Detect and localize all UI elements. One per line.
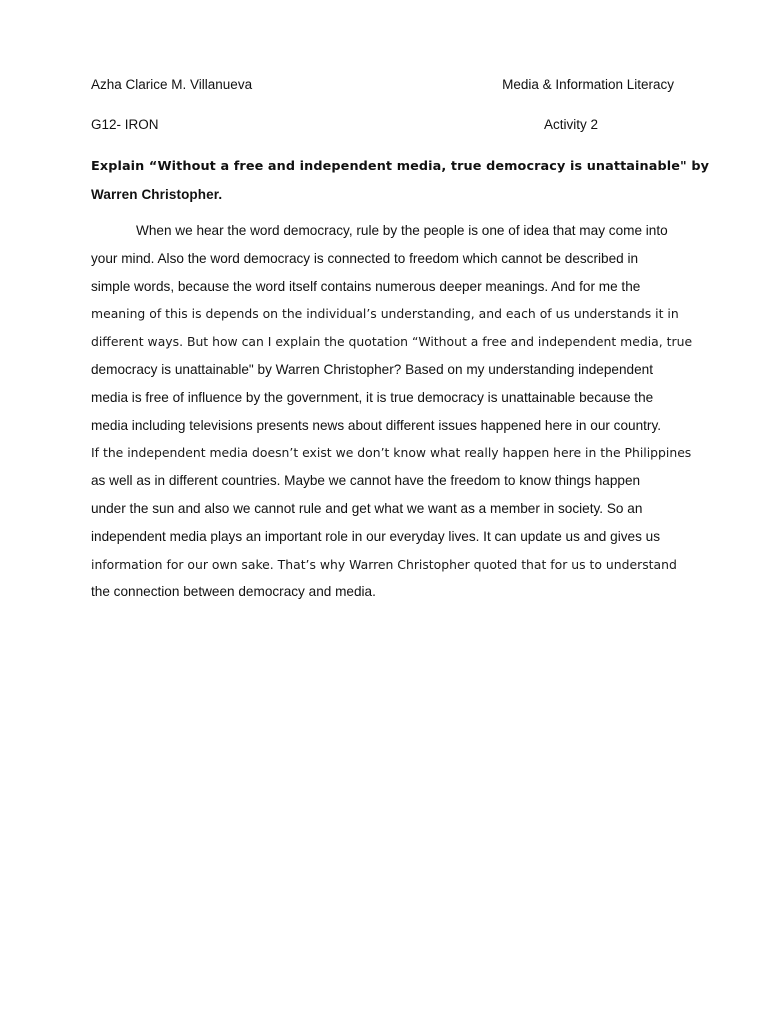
author-name: Azha Clarice M. Villanueva (91, 77, 253, 92)
activity-label: Activity 2 (543, 117, 598, 132)
essay-line: information for our own sake. That’s why Warren Christopher quoted that for us to understand (91, 556, 677, 572)
essay-line: the connection between democracy and media. (91, 584, 376, 600)
section-label: G12- IRON (91, 117, 159, 132)
subject-title: Media & Information Literacy (502, 77, 674, 92)
essay-line: media is free of influence by the government, it is true democracy is unattainable because the (91, 389, 654, 405)
essay-line: When we hear the word democracy, rule by the people is one of idea that may come into (136, 223, 668, 238)
essay-body (91, 217, 691, 606)
essay-line: your mind. Also the word democracy is connected to freedom which cannot be described in (91, 250, 639, 266)
essay-line: meaning of this is depends on the individual’s understanding, and each of us understands it in (91, 306, 679, 322)
header-row-2 (91, 117, 674, 137)
question-line-2: Warren Christopher. (91, 187, 223, 202)
essay-line: independent media plays an important role in our everyday lives. It can update us and gives us (91, 528, 661, 544)
essay-line: simple words, because the word itself contains numerous deeper meanings. And for me the (91, 278, 641, 294)
essay-line: different ways. But how can I explain the quotation “Without a free and independent media, true (91, 334, 693, 350)
question-line-1: Explain “Without a free and independent media, true democracy is unattainable" by (91, 159, 710, 174)
essay-line: democracy is unattainable" by Warren Christopher? Based on my understanding independent (91, 361, 653, 377)
essay-line: as well as in different countries. Maybe we cannot have the freedom to know things happen (91, 473, 641, 489)
header-row-1 (91, 77, 674, 97)
question-prompt (91, 153, 710, 209)
essay-line: under the sun and also we cannot rule and get what we want as a member in society. So an (91, 500, 643, 516)
essay-line: media including televisions presents news about different issues happened here in our country. (91, 417, 662, 433)
essay-line: If the independent media doesn’t exist we don’t know what really happen here in the Philippines (91, 445, 692, 461)
